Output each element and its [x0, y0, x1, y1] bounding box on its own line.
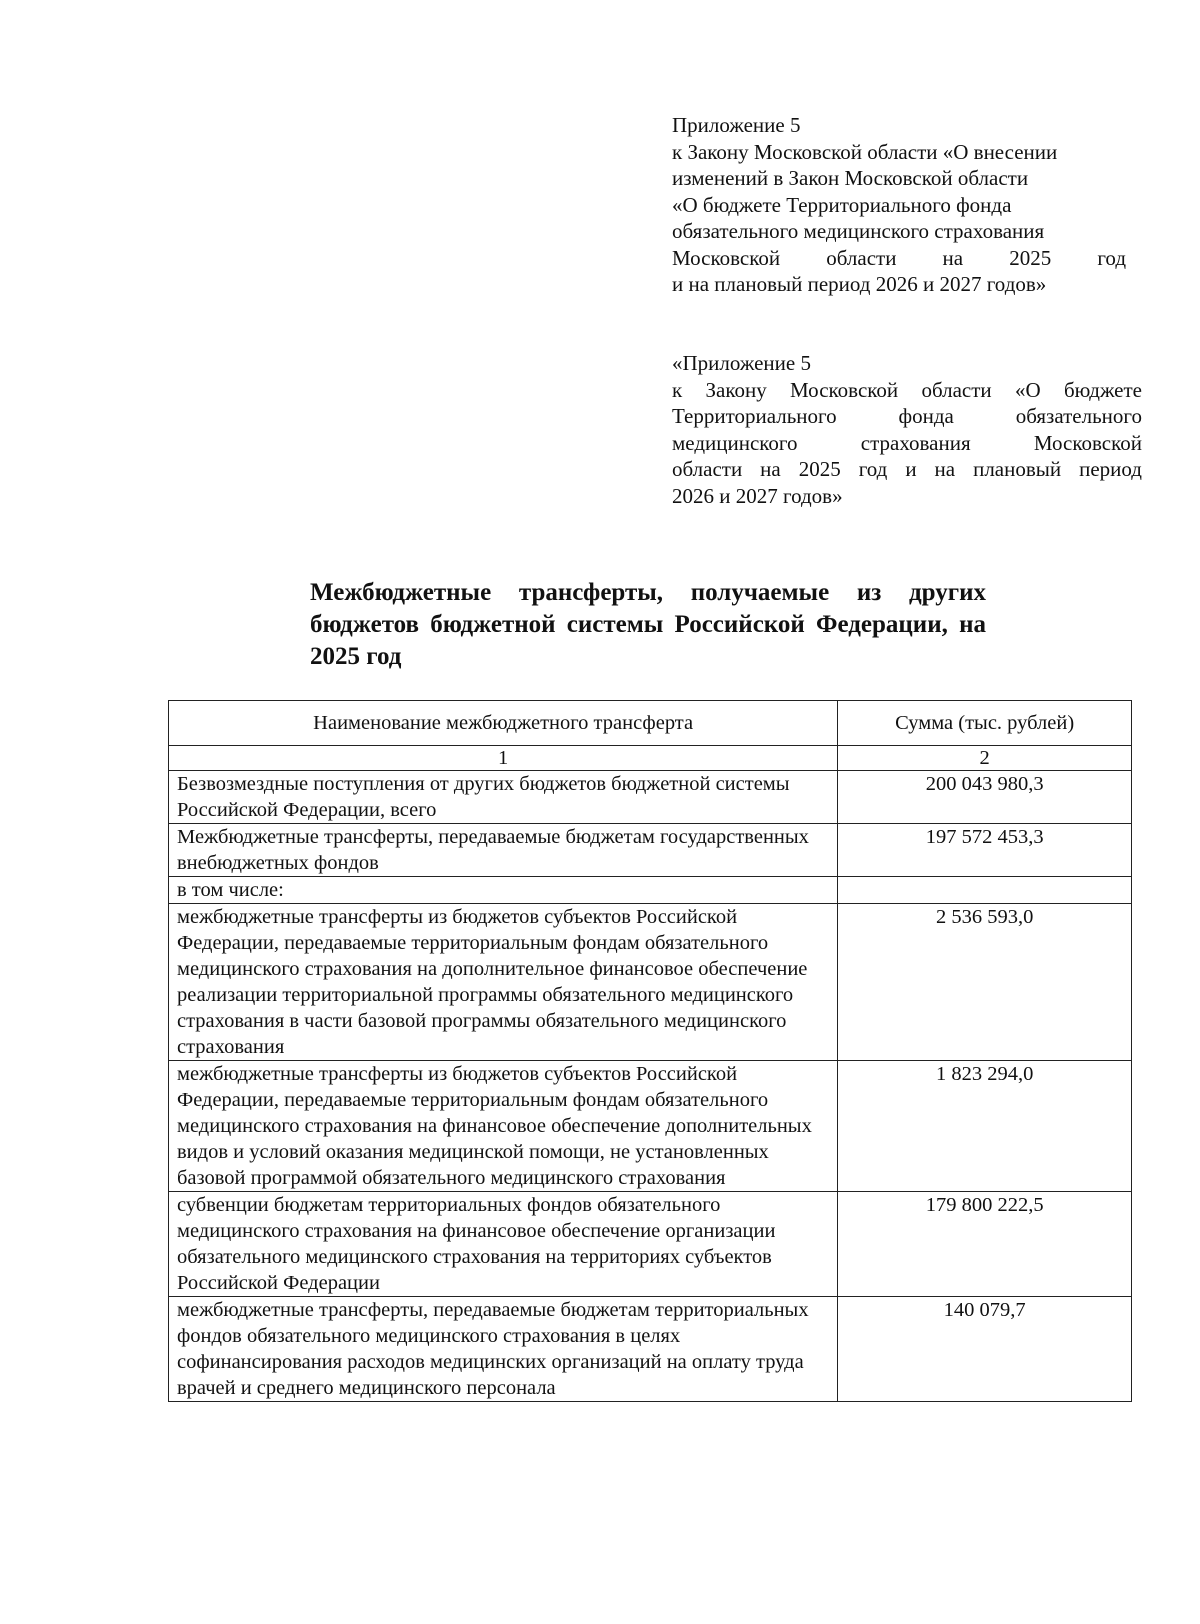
annex-amending-heading — [672, 112, 1126, 298]
column-number-row — [169, 746, 1132, 771]
annex-line: 2026 и 2027 годов» — [672, 483, 843, 508]
column-number: 2 — [838, 746, 1132, 771]
table-row — [169, 824, 1132, 877]
table-row — [169, 1297, 1132, 1402]
row-name: Межбюджетные трансферты, передаваемые бюджетам государственных внебюджетных фондов — [169, 824, 838, 877]
annex-line: к Закону Московской области «О внесении — [672, 139, 1058, 164]
annex-line: Московской области на 2025 год — [672, 245, 1126, 270]
header-amount: Сумма (тыс. рублей) — [838, 701, 1132, 746]
row-amount: 2 536 593,0 — [838, 904, 1132, 1061]
header-transfer-name: Наименование межбюджетного трансферта — [169, 701, 838, 746]
table-row — [169, 1192, 1132, 1297]
row-name: межбюджетные трансферты, передаваемые бюджетам территориальных фондов обязательного медицинского страхования в целях софинансирования расходов медицинских организаций на оплату труда врачей и среднего медицинского персонала — [169, 1297, 838, 1402]
annex-line: медицинского страхования Московской — [672, 430, 1142, 455]
row-amount: 140 079,7 — [838, 1297, 1132, 1402]
row-amount: 179 800 222,5 — [838, 1192, 1132, 1297]
row-amount: 200 043 980,3 — [838, 771, 1132, 824]
row-name: субвенции бюджетам территориальных фондов обязательного медицинского страхования на финансовое обеспечение организации обязательного медицинского страхования на территориях субъектов Российской Федерации — [169, 1192, 838, 1297]
row-name: Безвозмездные поступления от других бюджетов бюджетной системы Российской Федерации, всего — [169, 771, 838, 824]
annex-line: и на плановый период 2026 и 2027 годов» — [672, 272, 1047, 296]
row-name: межбюджетные трансферты из бюджетов субъектов Российской Федерации, передаваемые территориальным фондам обязательного медицинского страхования на дополнительное финансовое обеспечение реализации территориальной программы обязательного медицинского страхования в части базовой программы обязательного медицинского страхования — [169, 904, 838, 1061]
row-amount: 1 823 294,0 — [838, 1061, 1132, 1192]
annex-line: «О бюджете Территориального фонда — [672, 192, 1012, 217]
annex-line: области на 2025 год и на плановый период — [672, 457, 1142, 481]
document-title: Межбюджетные трансферты, получаемые из других бюджетов бюджетной системы Российской Федерации, на 2025 год — [310, 579, 986, 670]
annex-line: Территориального фонда обязательного — [672, 404, 1142, 428]
annex-line: к Закону Московской области «О бюджете — [672, 377, 1142, 402]
annex-title: «Приложение 5 — [672, 351, 811, 375]
table-row — [169, 904, 1132, 1061]
row-name: в том числе: — [169, 877, 838, 904]
annex-title: Приложение 5 — [672, 113, 801, 137]
annex-line: обязательного медицинского страхования — [672, 219, 1045, 243]
annex-original-heading — [672, 350, 1142, 509]
transfers-table — [168, 700, 1132, 1402]
table-row — [169, 877, 1132, 904]
table-row — [169, 1061, 1132, 1192]
column-number: 1 — [169, 746, 838, 771]
row-name: межбюджетные трансферты из бюджетов субъектов Российской Федерации, передаваемые территориальным фондам обязательного медицинского страхования на финансовое обеспечение дополнительных видов и условий оказания медицинской помощи, не установленных базовой программой обязательного медицинского страхования — [169, 1061, 838, 1192]
row-amount: 197 572 453,3 — [838, 824, 1132, 877]
annex-line: изменений в Закон Московской области — [672, 166, 1029, 190]
table-row — [169, 771, 1132, 824]
table-header-row — [169, 701, 1132, 746]
row-amount — [838, 877, 1132, 904]
